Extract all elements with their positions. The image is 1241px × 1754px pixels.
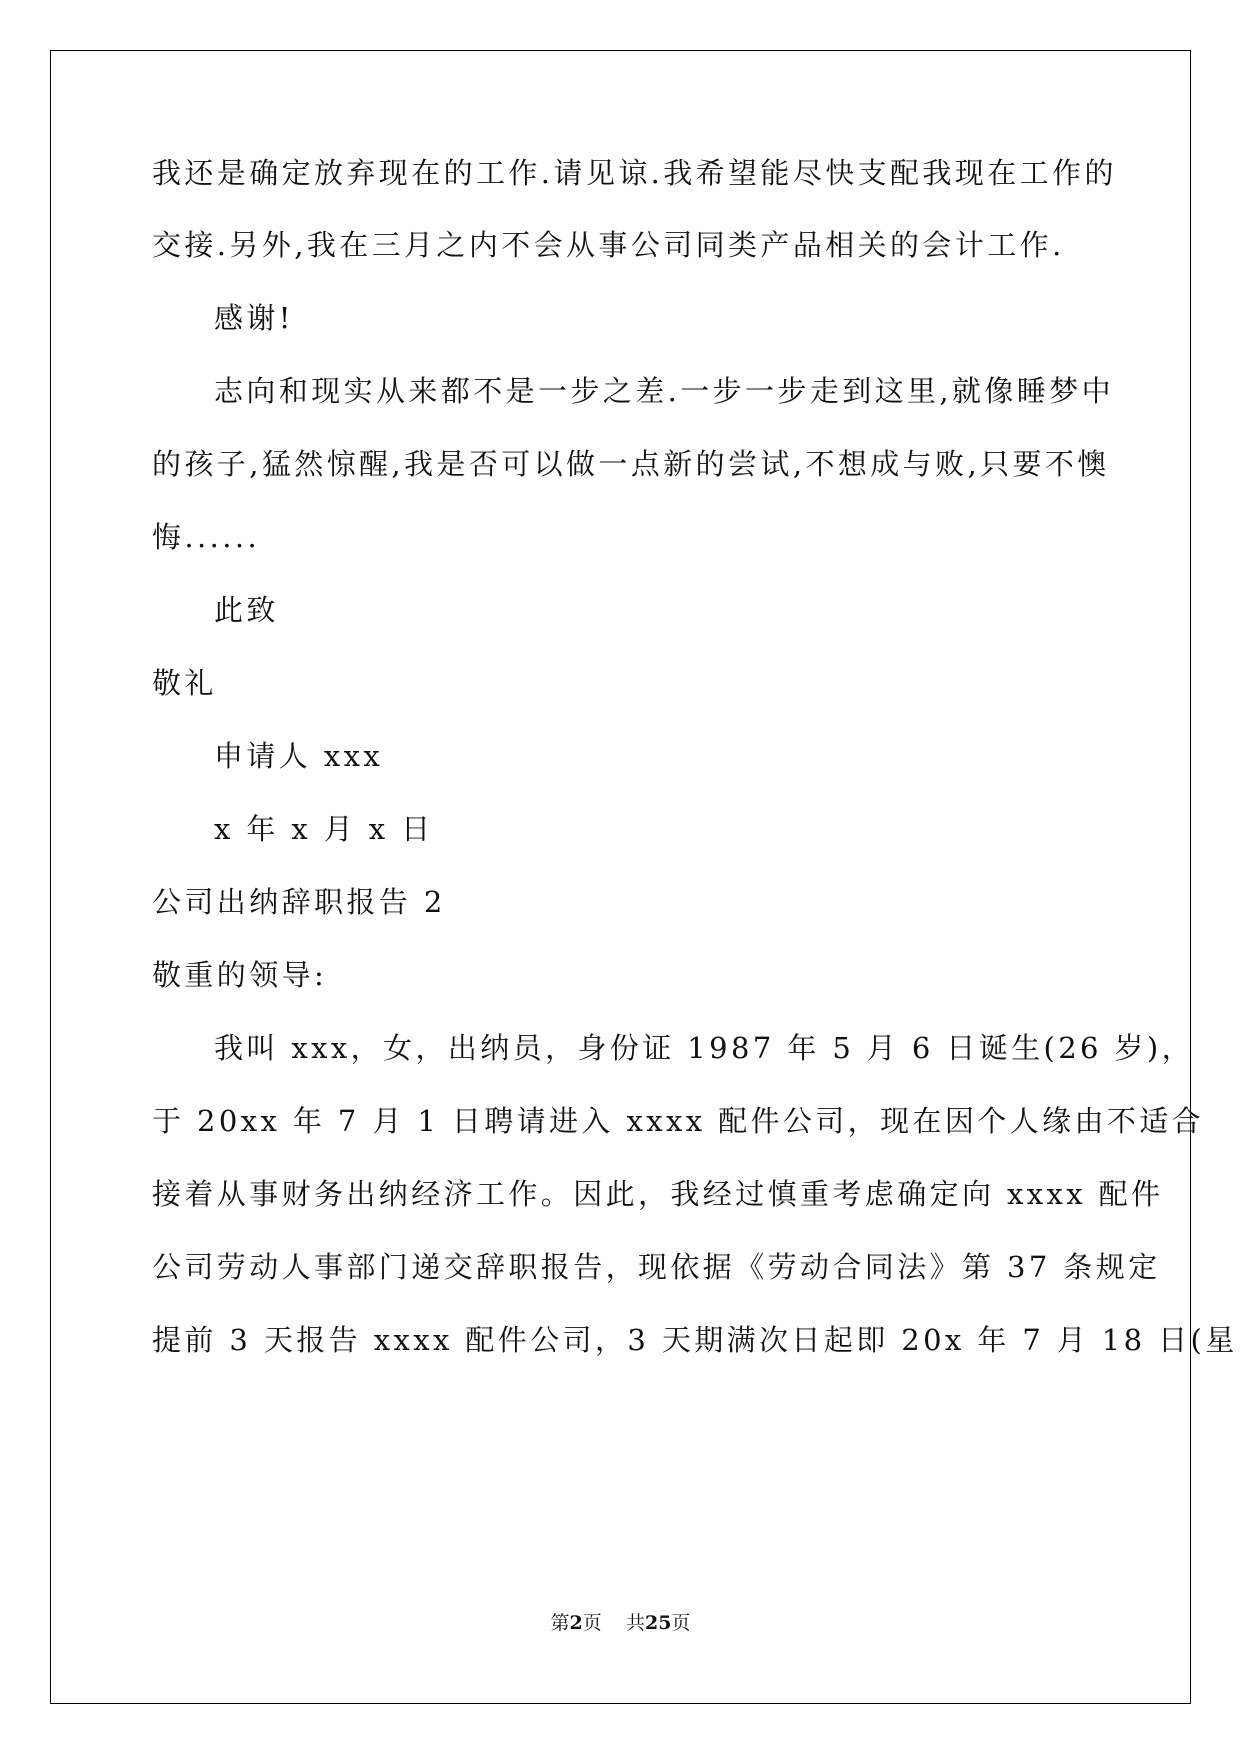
page-footer	[0, 1608, 1241, 1635]
current-page-number: 2	[569, 1612, 583, 1634]
signature-date: x 年 x 月 x 日	[214, 812, 434, 846]
body-line: 接着从事财务出纳经济工作。因此，我经过慎重考虑确定向 xxxx 配件	[152, 1177, 1164, 1211]
section-title: 公司出纳辞职报告 2	[152, 885, 446, 919]
footer-prefix: 第	[550, 1612, 570, 1634]
body-line: 悔......	[152, 520, 261, 554]
body-line: 志向和现实从来都不是一步之差.一步一步走到这里,就像睡梦中	[214, 374, 1115, 408]
body-line: 提前 3 天报告 xxxx 配件公司，3 天期满次日起即 20x 年 7 月 18 日(星	[152, 1323, 1238, 1357]
closing-regards: 敬礼	[152, 666, 217, 700]
body-line: 的孩子,猛然惊醒,我是否可以做一点新的尝试,不想成与败,只要不懊	[152, 447, 1110, 481]
applicant-signature: 申请人 xxx	[214, 739, 384, 773]
footer-page-suffix: 页	[582, 1612, 602, 1634]
footer-total-suffix: 页	[671, 1612, 691, 1634]
total-page-count: 25	[644, 1612, 672, 1634]
body-line: 我叫 xxx，女，出纳员，身份证 1987 年 5 月 6 日诞生(26 岁)，	[214, 1031, 1195, 1065]
closing-salutation: 此致	[214, 593, 279, 627]
body-line: 交接.另外,我在三月之内不会从事公司同类产品相关的会计工作.	[152, 228, 1065, 262]
body-line: 感谢!	[214, 301, 294, 335]
greeting: 敬重的领导:	[152, 958, 328, 992]
body-line: 于 20xx 年 7 月 1 日聘请进入 xxxx 配件公司，现在因个人缘由不适合	[152, 1104, 1205, 1138]
body-line: 我还是确定放弃现在的工作.请见谅.我希望能尽快支配我现在工作的	[152, 156, 1117, 190]
body-line: 公司劳动人事部门递交辞职报告，现依据《劳动合同法》第 37 条规定	[152, 1250, 1161, 1284]
footer-total-prefix: 共	[625, 1612, 645, 1634]
